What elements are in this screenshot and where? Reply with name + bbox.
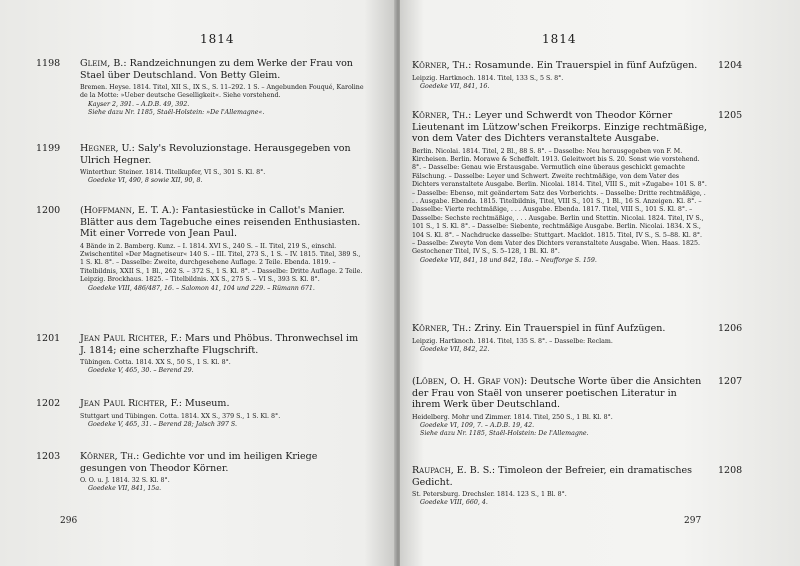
entry-1206 (412, 323, 752, 354)
entry-reference: Goedeke VI, 109, 7. – A.D.B. 19, 42. (420, 421, 535, 429)
entry-publication: Berlin. Nicolai. 1814. Titel, 2 Bl., 88 S. 8°. – Dasselbe: Neu herausgegeben von F. M. Kircheisen. Berlin. Morawe & Scheffelt. 1913. Geleitwort bis S. 20. Sonst wie vorstehend. 8°. – Dasselbe: Genau wie Erstausgabe. Vermutlich eine überaus geschickt gemachte Fälschung. – Dasselbe: Leyer und Schwert. Zweite rechtmäßige, von dem Vater des Dichters veranstaltete Ausgabe. Berlin. Nicolai. 1814. Titel, VIII S., mit »Zugabe« 101 S. 8°. – Dasselbe: Ebenso, mit geändertem Satz des Vorberichts. – Dasselbe: Dritte rechtmäßige, . . . Ausgabe. Ebenda. 1815. Titelbildnis, Titel, VIII S., 101 S., 1 Bl., 16 S. Anzeigen. Kl. 8°. – Dasselbe: Vierte rechtmäßige, . . . Ausgabe. Ebenda. 1817. Titel, VIII S., 101 S. Kl. 8°. – Dasselbe: Sechste rechtmäßige, . . . Ausgabe. Berlin und Stettin. Nicolai. 1824. Titel, IV S., 101 S., 1 S. Kl. 8°. – Dasselbe: Siebente, rechtmäßige Ausgabe. Berlin. Nicolai. 1834. X S., 104 S. Kl. 8°. – Nachdrucke dasselbe: Stuttgart. Macklot. 1815. Titel, IV S., S. 5–88. Kl. 8°. – Dasselbe: Zweyte Von dem Vater des Dichters veranstaltete Ausgabe. Wien. Haas. 1825. Gestochener Titel, IV S., S. 5–128, 1 Bl. Kl. 8°. (412, 147, 707, 256)
left-page-number: 296 (60, 516, 78, 526)
entry-number: 1202 (36, 398, 61, 409)
entry-number: 1203 (36, 451, 61, 462)
entry-1204 (412, 60, 752, 91)
entry-1208 (412, 465, 752, 508)
entry-title: Mars und Phöbus. Thronwechsel im J. 1814; eine scherzhafte Flugschrift. (80, 333, 359, 356)
entry-author: Jean Paul Richter, F.: (80, 333, 182, 344)
entry-publication: Winterthur. Steiner. 1814. Titelkupfer, VI S., 301 S. Kl. 8°. (80, 169, 266, 176)
entry-number: 1208 (718, 465, 743, 476)
entry-reference: Kayser 2, 391. – A.D.B. 49, 392. (88, 100, 190, 108)
entry-reference: Goedeke VI, 490, 8 sowie XII, 90, 8. (88, 177, 203, 185)
entry-publication: Heidelberg. Mohr und Zimmer. 1814. Titel, 250 S., 1 Bl. Kl. 8°. (412, 413, 613, 421)
entry-title: Timoleon der Befreier, ein dramatisches Gedicht. (412, 465, 692, 488)
entry-title: Fantasiestücke in Callot's Manier. Blätter aus dem Tagebuche eines reisenden Enthusiasten. Mit einer Vorrede von Jean Paul. (80, 205, 361, 239)
entry-title: Rosamunde. Ein Trauerspiel in fünf Aufzügen. (474, 60, 698, 71)
left-page-header: 1814 (200, 32, 235, 46)
entry-title: Gedichte vor und im heiligen Kriege gesungen von Theodor Körner. (80, 451, 318, 474)
entry-author: Gleim, B.: (80, 58, 127, 69)
entry-number: 1198 (36, 58, 61, 69)
entry-publication: Leipzig. Hartknoch. 1814. Titel, 133 S., 5 S. 8°. (412, 74, 564, 82)
entry-number: 1199 (36, 143, 61, 154)
entry-author: Körner, Th.: (412, 110, 472, 121)
entry-reference: Goedeke V, 465, 31. – Berend 28; Jalsch 397 S. (88, 420, 238, 428)
entry-reference: Goedeke VIII, 486/487, 16. – Salomon 41, 104 und 229. – Rümann 671. (88, 284, 315, 292)
entry-title: Zriny. Ein Trauerspiel in fünf Aufzügen. (474, 323, 666, 334)
entry-1203 (36, 451, 366, 494)
entry-author: Körner, Th.: (80, 451, 140, 462)
entry-1205 (412, 110, 752, 265)
entry-title: Saly's Revoluzionstage. Herausgegeben von Ulrich Hegner. (80, 143, 351, 166)
entry-number: 1200 (36, 205, 61, 216)
entry-author: Jean Paul Richter, F.: (80, 398, 182, 409)
entry-reference: Siehe dazu Nr. 1185, Staël-Holstein: De l'Allemagne. (420, 430, 589, 438)
entry-publication: Leipzig. Hartknoch. 1814. Titel, 135 S. 8°. – Dasselbe: Reclam. (412, 337, 613, 345)
entry-number: 1204 (718, 60, 743, 71)
entry-author: (Hoffmann, E. T. A.): (80, 205, 179, 216)
entry-reference: Goedeke VIII, 660, 4. (420, 499, 488, 507)
right-page-header: 1814 (542, 32, 577, 46)
entry-1200 (36, 205, 366, 293)
entry-author: Körner, Th.: (412, 60, 472, 71)
entry-publication: Bremen. Heyse. 1814. Titel, XII S., IX S., S. 11–292. 1 S. – Angebunden Fouqué, Karoline de la Motte: »Ueber deutsche Geselligkeit«. Siehe vorstehend. (80, 84, 364, 100)
entry-reference: Siehe dazu Nr. 1185, Staël-Holstein: »De l'Allemagne«. (88, 109, 265, 117)
entry-reference: Goedeke VII, 841, 18 und 842, 18a. – Neufforge S. 159. (420, 256, 597, 264)
entry-publication: St. Petersburg. Drechsler. 1814. 123 S., 1 Bl. 8°. (412, 491, 567, 498)
entry-publication: Stuttgart und Tübingen. Cotta. 1814. XX S., 379 S., 1 S. Kl. 8°. (80, 412, 281, 420)
entry-title: Deutsche Worte über die Ansichten der Frau von Staël von unserer poetischen Literatur in ihrem Werk über Deutschland. (412, 376, 702, 410)
entry-number: 1207 (718, 376, 743, 387)
entry-title: Museum. (184, 398, 230, 409)
entry-reference: Goedeke V, 465, 30. – Berend 29. (88, 367, 194, 375)
entry-number: 1205 (718, 110, 743, 121)
entry-1199 (36, 143, 366, 186)
entry-publication: Tübingen. Cotta. 1814. XX S., 50 S., 1 S. Kl. 8°. (80, 359, 231, 366)
left-page (0, 0, 396, 566)
right-page (400, 0, 800, 566)
entry-reference: Goedeke VII, 841, 15a. (88, 485, 162, 493)
entry-title: Leyer und Schwerdt von Theodor Körner Lieutenant im Lützow'schen Freikorps. Einzige rechtmäßige, von dem Vater des Dichters veranstaltete Ausgabe. (412, 110, 707, 144)
entry-1207 (412, 376, 752, 439)
entry-author: Raupach, E. B. S.: (412, 465, 496, 476)
entry-reference: Goedeke VII, 841, 16. (420, 82, 490, 90)
entry-1198 (36, 58, 366, 118)
entry-1202 (36, 398, 366, 429)
entry-reference: Goedeke VII, 842, 22. (420, 345, 490, 353)
entry-author: (Löben, O. H. Graf von): (412, 376, 528, 387)
entry-number: 1201 (36, 333, 61, 344)
entry-author: Hegner, U.: (80, 143, 135, 154)
entry-publication: 4 Bände in 2. Bamberg. Kunz. – I. 1814. XVI S., 240 S. – II. Titel, 219 S., einschl. Zwischentitel »Der Magnetiseur« 140 S. – III. Titel, 273 S., 1 S. – IV. 1815. Titel, 389 S., 1 S. Kl. 8°. – Dasselbe: Zweite, durchgesehene Auflage. 2 Teile. Ebenda. 1819. – Titelbildnis, XXII S., 1 Bl., 262 S. – 372 S., 1 S. Kl. 8°. – Dasselbe: Dritte Auflage. 2 Teile. Leipzig. Brockhaus. 1825. – Titelbildnis. XX S., 275 S. – VI S., 393 S. Kl. 8°. (80, 242, 363, 284)
entry-number: 1206 (718, 323, 743, 334)
entry-author: Körner, Th.: (412, 323, 472, 334)
entry-1201 (36, 333, 366, 376)
entry-publication: O. O. u. J. 1814. 32 S. Kl. 8°. (80, 477, 170, 484)
entry-title: Randzeichnungen zu dem Werke der Frau von Stael über Deutschland. Von Betty Gleim. (80, 58, 353, 81)
right-page-number: 297 (684, 516, 702, 526)
